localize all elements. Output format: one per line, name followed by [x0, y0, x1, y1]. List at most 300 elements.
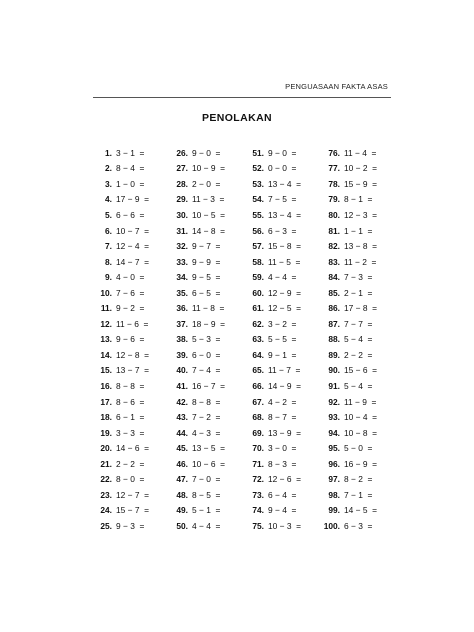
problem-item	[244, 285, 320, 301]
problem-item	[92, 285, 168, 301]
problem-item	[244, 207, 320, 223]
problem-expression: 5 − 4 =	[344, 380, 373, 391]
problem-item	[244, 425, 320, 441]
problem-expression: 12 − 9 =	[268, 287, 302, 298]
problem-expression: 5 − 0 =	[344, 443, 373, 454]
problem-number: 10.	[100, 287, 112, 298]
problem-number: 78.	[328, 178, 340, 189]
problem-number: 7.	[105, 241, 112, 252]
problem-number: 2.	[105, 163, 112, 174]
problem-item	[320, 254, 396, 270]
problem-item	[244, 238, 320, 254]
problem-item	[320, 363, 396, 379]
problem-expression: 5 − 3 =	[192, 334, 221, 345]
problem-number: 16.	[100, 380, 112, 391]
problem-expression: 15 − 9 =	[344, 178, 378, 189]
problem-expression: 14 − 6 =	[116, 443, 150, 454]
problem-item	[320, 487, 396, 503]
problem-item	[244, 300, 320, 316]
problem-item	[92, 332, 168, 348]
problem-item	[320, 518, 396, 534]
problem-number: 54.	[252, 194, 264, 205]
problem-item	[244, 440, 320, 456]
problem-number: 61.	[252, 303, 264, 314]
problem-item	[92, 518, 168, 534]
problem-number: 86.	[328, 303, 340, 314]
problem-number: 53.	[252, 178, 264, 189]
problem-expression: 8 − 2 =	[344, 474, 373, 485]
problem-number: 8.	[105, 256, 112, 267]
problem-item	[168, 456, 244, 472]
problem-item	[320, 161, 396, 177]
problem-number: 11.	[100, 303, 112, 314]
problem-number: 66.	[252, 380, 264, 391]
problem-item	[320, 378, 396, 394]
problem-expression: 10 − 8 =	[344, 427, 378, 438]
problem-expression: 15 − 7 =	[116, 505, 150, 516]
problem-number: 14.	[100, 349, 112, 360]
problem-item	[92, 378, 168, 394]
problem-expression: 11 − 9 =	[344, 396, 377, 407]
problem-expression: 10 − 5 =	[192, 209, 226, 220]
problem-expression: 8 − 5 =	[192, 489, 221, 500]
problem-item	[92, 363, 168, 379]
problem-item	[92, 254, 168, 270]
problem-item	[244, 145, 320, 161]
problem-item	[244, 394, 320, 410]
problem-item	[168, 363, 244, 379]
problem-expression: 4 − 4 =	[268, 272, 297, 283]
problem-item	[92, 192, 168, 208]
problem-number: 95.	[328, 443, 340, 454]
problem-expression: 13 − 5 =	[192, 443, 226, 454]
problem-number: 99.	[328, 505, 340, 516]
problem-item	[244, 518, 320, 534]
problem-number: 97.	[328, 474, 340, 485]
problem-expression: 7 − 2 =	[192, 412, 221, 423]
problem-number: 96.	[328, 458, 340, 469]
problem-item	[92, 425, 168, 441]
problem-number: 33.	[176, 256, 188, 267]
problem-expression: 10 − 2 =	[344, 163, 378, 174]
problem-item	[320, 316, 396, 332]
problem-item	[244, 223, 320, 239]
problem-number: 38.	[176, 334, 188, 345]
sheet-title: PENOLAKAN	[201, 112, 273, 124]
problem-expression: 9 − 6 =	[116, 334, 145, 345]
problem-expression: 9 − 3 =	[116, 520, 145, 531]
problem-number: 17.	[100, 396, 112, 407]
problem-item	[244, 487, 320, 503]
problem-number: 100.	[323, 520, 340, 531]
problem-number: 1.	[105, 147, 112, 158]
problem-expression: 6 − 6 =	[116, 209, 145, 220]
problem-number: 40.	[176, 365, 188, 376]
problem-number: 49.	[176, 505, 188, 516]
problem-expression: 2 − 2 =	[344, 349, 373, 360]
problem-number: 50.	[176, 520, 188, 531]
problem-item	[92, 161, 168, 177]
problem-number: 72.	[252, 474, 264, 485]
problem-item	[92, 409, 168, 425]
problem-expression: 17 − 9 =	[116, 194, 150, 205]
problem-number: 77.	[328, 163, 340, 174]
problem-item	[244, 503, 320, 519]
problem-item	[320, 471, 396, 487]
problem-item	[168, 316, 244, 332]
problem-expression: 7 − 6 =	[116, 287, 145, 298]
problem-expression: 3 − 3 =	[116, 427, 145, 438]
problem-expression: 8 − 6 =	[116, 396, 145, 407]
problem-number: 68.	[252, 412, 264, 423]
problem-number: 45.	[176, 443, 188, 454]
problem-expression: 11 − 7 =	[268, 365, 301, 376]
problem-expression: 3 − 1 =	[116, 147, 145, 158]
problem-number: 6.	[105, 225, 112, 236]
problem-number: 58.	[252, 256, 264, 267]
problem-item	[168, 269, 244, 285]
problem-expression: 9 − 0 =	[192, 147, 221, 158]
problem-item	[320, 285, 396, 301]
problem-item	[320, 300, 396, 316]
problem-item	[168, 238, 244, 254]
problem-expression: 12 − 8 =	[116, 349, 150, 360]
problem-expression: 1 − 0 =	[116, 178, 145, 189]
problem-expression: 9 − 5 =	[192, 272, 221, 283]
problem-expression: 14 − 5 =	[344, 505, 378, 516]
header-rule	[93, 97, 391, 98]
problem-item	[168, 518, 244, 534]
problem-number: 82.	[328, 241, 340, 252]
problem-number: 21.	[100, 458, 112, 469]
problem-item	[92, 503, 168, 519]
problem-item	[168, 440, 244, 456]
problem-number: 31.	[176, 225, 188, 236]
problem-number: 85.	[328, 287, 340, 298]
problem-item	[92, 223, 168, 239]
problem-expression: 2 − 0 =	[192, 178, 221, 189]
problem-item	[168, 161, 244, 177]
problem-number: 28.	[176, 178, 188, 189]
problem-expression: 12 − 5 =	[268, 303, 302, 314]
problem-item	[168, 285, 244, 301]
problem-expression: 3 − 2 =	[268, 318, 297, 329]
problem-expression: 5 − 5 =	[268, 334, 297, 345]
problem-number: 60.	[252, 287, 264, 298]
problem-number: 84.	[328, 272, 340, 283]
problem-number: 65.	[252, 365, 264, 376]
problem-item	[320, 176, 396, 192]
running-header: PENGUASAAN FAKTA ASAS	[285, 82, 388, 91]
problem-expression: 4 − 0 =	[116, 272, 145, 283]
problem-number: 52.	[252, 163, 264, 174]
problem-expression: 8 − 0 =	[116, 474, 145, 485]
problem-number: 25.	[100, 520, 112, 531]
problem-item	[320, 223, 396, 239]
problem-expression: 4 − 4 =	[192, 520, 221, 531]
problem-expression: 8 − 7 =	[268, 412, 297, 423]
problem-expression: 14 − 8 =	[192, 225, 226, 236]
problem-expression: 14 − 7 =	[116, 256, 150, 267]
problem-number: 15.	[100, 365, 112, 376]
problem-expression: 13 − 4 =	[268, 178, 302, 189]
problem-number: 35.	[176, 287, 188, 298]
problem-expression: 10 − 7 =	[116, 225, 150, 236]
problem-item	[320, 192, 396, 208]
problem-number: 91.	[328, 380, 340, 391]
problem-item	[244, 332, 320, 348]
problem-expression: 10 − 6 =	[192, 458, 226, 469]
problem-expression: 11 − 6 =	[116, 318, 149, 329]
problem-expression: 4 − 3 =	[192, 427, 221, 438]
problem-expression: 7 − 1 =	[344, 489, 373, 500]
problem-number: 47.	[176, 474, 188, 485]
problem-number: 34.	[176, 272, 188, 283]
problem-expression: 5 − 4 =	[344, 334, 373, 345]
problem-expression: 3 − 0 =	[268, 443, 297, 454]
problem-item	[244, 363, 320, 379]
problem-number: 67.	[252, 396, 264, 407]
problem-item	[320, 238, 396, 254]
problem-number: 32.	[176, 241, 188, 252]
problem-expression: 11 − 8 =	[192, 303, 225, 314]
problem-number: 22.	[100, 474, 112, 485]
problem-number: 55.	[252, 209, 264, 220]
problem-item	[244, 269, 320, 285]
problem-item	[92, 456, 168, 472]
problem-expression: 9 − 0 =	[268, 147, 297, 158]
problem-item	[168, 254, 244, 270]
problem-item	[92, 487, 168, 503]
problem-number: 76.	[328, 147, 340, 158]
problem-expression: 13 − 8 =	[344, 241, 378, 252]
problem-expression: 16 − 9 =	[344, 458, 378, 469]
problem-item	[244, 378, 320, 394]
problem-item	[244, 471, 320, 487]
problem-item	[320, 440, 396, 456]
problem-expression: 8 − 8 =	[192, 396, 221, 407]
problem-number: 36.	[176, 303, 188, 314]
problem-expression: 12 − 7 =	[116, 489, 150, 500]
problem-expression: 8 − 3 =	[268, 458, 297, 469]
problem-number: 48.	[176, 489, 188, 500]
problem-number: 56.	[252, 225, 264, 236]
problem-item	[244, 409, 320, 425]
problem-expression: 1 − 1 =	[344, 225, 373, 236]
problem-expression: 17 − 8 =	[344, 303, 378, 314]
problem-expression: 6 − 3 =	[268, 225, 297, 236]
problem-number: 18.	[100, 412, 112, 423]
problem-item	[244, 192, 320, 208]
problem-item	[244, 347, 320, 363]
problem-expression: 11 − 5 =	[268, 256, 301, 267]
problem-item	[168, 409, 244, 425]
problem-expression: 9 − 7 =	[192, 241, 221, 252]
problem-expression: 10 − 4 =	[344, 412, 378, 423]
problem-item	[92, 269, 168, 285]
problem-number: 71.	[252, 458, 264, 469]
problem-expression: 2 − 1 =	[344, 287, 373, 298]
problem-item	[320, 145, 396, 161]
problem-item	[92, 207, 168, 223]
problem-number: 92.	[328, 396, 340, 407]
problem-item	[92, 440, 168, 456]
problem-item	[168, 176, 244, 192]
problem-item	[320, 332, 396, 348]
problem-item	[92, 300, 168, 316]
problem-number: 64.	[252, 349, 264, 360]
problem-expression: 8 − 1 =	[344, 194, 373, 205]
problem-item	[168, 300, 244, 316]
problem-number: 57.	[252, 241, 264, 252]
problem-number: 44.	[176, 427, 188, 438]
problem-number: 88.	[328, 334, 340, 345]
problem-expression: 2 − 2 =	[116, 458, 145, 469]
problem-item	[92, 471, 168, 487]
problem-number: 89.	[328, 349, 340, 360]
problem-number: 3.	[105, 178, 112, 189]
problem-item	[320, 456, 396, 472]
problem-number: 80.	[328, 209, 340, 220]
problem-item	[320, 269, 396, 285]
problem-expression: 14 − 9 =	[268, 380, 302, 391]
problem-item	[168, 487, 244, 503]
problem-expression: 8 − 8 =	[116, 380, 145, 391]
problem-item	[320, 347, 396, 363]
problem-expression: 0 − 0 =	[268, 163, 297, 174]
problem-item	[168, 223, 244, 239]
problem-expression: 6 − 1 =	[116, 412, 145, 423]
problem-item	[320, 207, 396, 223]
problem-number: 24.	[100, 505, 112, 516]
problem-number: 59.	[252, 272, 264, 283]
problem-expression: 4 − 2 =	[268, 396, 297, 407]
problem-number: 94.	[328, 427, 340, 438]
problem-expression: 10 − 9 =	[192, 163, 226, 174]
problem-item	[320, 425, 396, 441]
problem-expression: 18 − 9 =	[192, 318, 226, 329]
problem-expression: 7 − 0 =	[192, 474, 221, 485]
problem-expression: 11 − 3 =	[192, 194, 225, 205]
problem-number: 41.	[176, 380, 188, 391]
problem-item	[168, 378, 244, 394]
problem-expression: 8 − 4 =	[116, 163, 145, 174]
problem-expression: 7 − 7 =	[344, 318, 373, 329]
problem-number: 93.	[328, 412, 340, 423]
problem-expression: 7 − 3 =	[344, 272, 373, 283]
problem-item	[168, 192, 244, 208]
problem-number: 19.	[100, 427, 112, 438]
problem-expression: 12 − 4 =	[116, 241, 150, 252]
problem-number: 13.	[100, 334, 112, 345]
problem-expression: 15 − 8 =	[268, 241, 302, 252]
problem-item	[320, 503, 396, 519]
problem-expression: 9 − 4 =	[268, 505, 297, 516]
problem-number: 37.	[176, 318, 188, 329]
problem-grid	[92, 145, 396, 534]
problem-expression: 9 − 9 =	[192, 256, 221, 267]
problem-number: 23.	[100, 489, 112, 500]
problem-number: 90.	[328, 365, 340, 376]
problem-expression: 9 − 2 =	[116, 303, 145, 314]
problem-expression: 11 − 2 =	[344, 256, 377, 267]
problem-number: 79.	[328, 194, 340, 205]
problem-number: 9.	[105, 272, 112, 283]
problem-number: 26.	[176, 147, 188, 158]
problem-number: 63.	[252, 334, 264, 345]
problem-number: 30.	[176, 209, 188, 220]
problem-expression: 5 − 1 =	[192, 505, 221, 516]
problem-expression: 10 − 3 =	[268, 520, 302, 531]
problem-number: 73.	[252, 489, 264, 500]
problem-number: 27.	[176, 163, 188, 174]
problem-item	[168, 425, 244, 441]
problem-number: 29.	[176, 194, 188, 205]
problem-expression: 6 − 3 =	[344, 520, 373, 531]
problem-item	[92, 176, 168, 192]
problem-item	[244, 254, 320, 270]
problem-number: 75.	[252, 520, 264, 531]
problem-number: 51.	[252, 147, 264, 158]
problem-number: 83.	[328, 256, 340, 267]
problem-number: 81.	[328, 225, 340, 236]
problem-item	[244, 456, 320, 472]
problem-number: 20.	[100, 443, 112, 454]
problem-number: 74.	[252, 505, 264, 516]
problem-number: 42.	[176, 396, 188, 407]
problem-item	[168, 145, 244, 161]
problem-item	[320, 394, 396, 410]
problem-expression: 7 − 5 =	[268, 194, 297, 205]
problem-number: 12.	[100, 318, 112, 329]
problem-expression: 9 − 1 =	[268, 349, 297, 360]
problem-item	[92, 316, 168, 332]
problem-item	[168, 471, 244, 487]
problem-number: 62.	[252, 318, 264, 329]
problem-expression: 16 − 7 =	[192, 380, 226, 391]
problem-expression: 13 − 9 =	[268, 427, 302, 438]
problem-item	[168, 207, 244, 223]
problem-item	[168, 332, 244, 348]
problem-item	[92, 145, 168, 161]
problem-item	[168, 394, 244, 410]
problem-expression: 6 − 4 =	[268, 489, 297, 500]
problem-item	[168, 503, 244, 519]
problem-item	[244, 316, 320, 332]
problem-item	[92, 238, 168, 254]
problem-expression: 12 − 6 =	[268, 474, 302, 485]
problem-number: 69.	[252, 427, 264, 438]
problem-expression: 12 − 3 =	[344, 209, 378, 220]
problem-expression: 11 − 4 =	[344, 147, 377, 158]
problem-number: 5.	[105, 209, 112, 220]
problem-number: 70.	[252, 443, 264, 454]
problem-number: 98.	[328, 489, 340, 500]
problem-number: 39.	[176, 349, 188, 360]
problem-expression: 13 − 4 =	[268, 209, 302, 220]
problem-item	[320, 409, 396, 425]
problem-expression: 13 − 7 =	[116, 365, 150, 376]
problem-number: 87.	[328, 318, 340, 329]
problem-expression: 15 − 6 =	[344, 365, 378, 376]
problem-expression: 7 − 4 =	[192, 365, 221, 376]
problem-item	[92, 347, 168, 363]
problem-item	[92, 394, 168, 410]
problem-number: 46.	[176, 458, 188, 469]
problem-item	[244, 161, 320, 177]
problem-item	[244, 176, 320, 192]
problem-number: 43.	[176, 412, 188, 423]
